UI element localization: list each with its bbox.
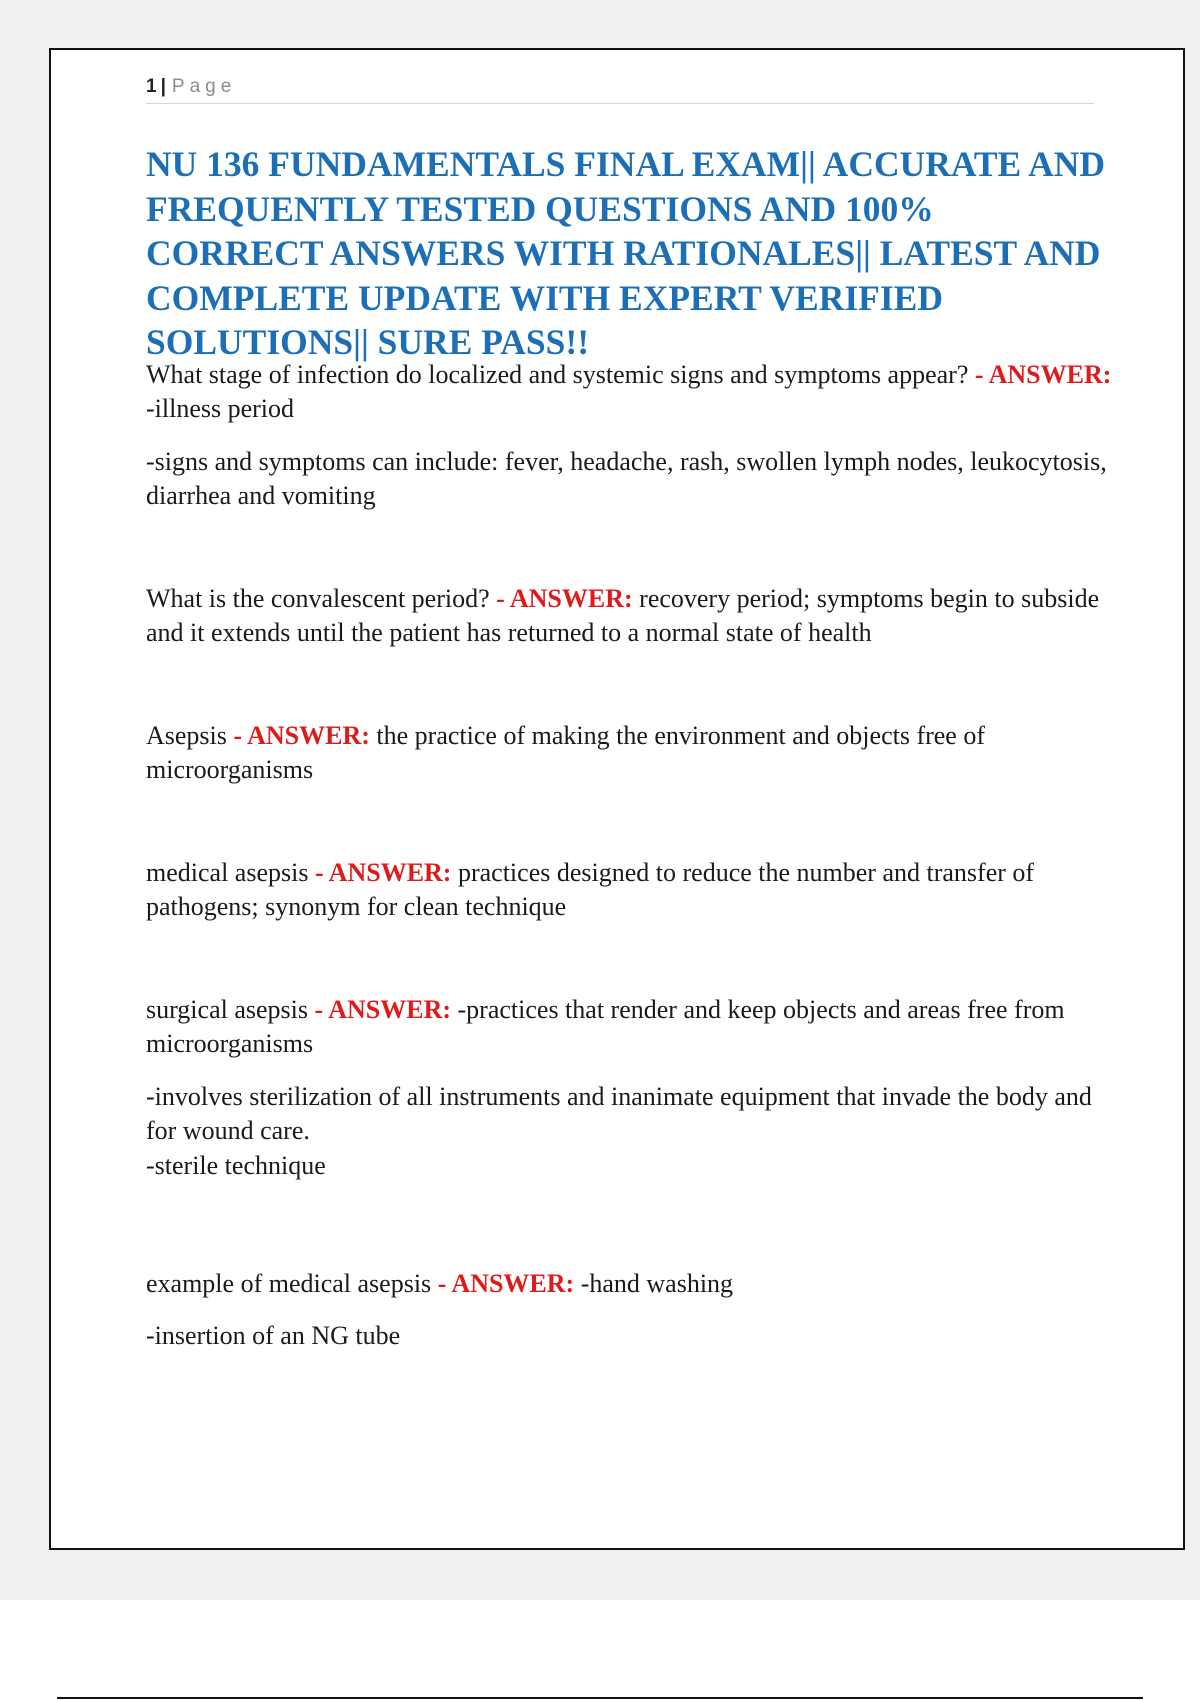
next-page-area (0, 1600, 1200, 1700)
answer-detail: -insertion of an NG tube (146, 1321, 401, 1350)
question-answer-5 (146, 993, 1121, 1061)
page-label: Page (171, 76, 237, 97)
question-text: medical asepsis (146, 858, 309, 887)
document-title: NU 136 FUNDAMENTALS FINAL EXAM|| ACCURATE AND FREQUENTLY TESTED QUESTIONS AND 100% CORRECT ANSWERS WITH RATIONALES|| LATEST AND COMPLETE UPDATE WITH EXPERT VERIFIED SOLUTIONS|| SURE PASS!! (146, 144, 1106, 362)
answer-detail: -sterile technique (146, 1151, 326, 1180)
answer-text: -illness period (146, 394, 295, 423)
question-answer-3 (146, 719, 1121, 787)
answer-detail: -involves sterilization of all instruments and inanimate equipment that invade the body and for wound care. (146, 1082, 1092, 1145)
page-number: 1 (146, 76, 157, 97)
answer-label: - ANSWER: (314, 995, 452, 1024)
question-answer-1 (146, 358, 1121, 426)
answer-label: - ANSWER: (974, 360, 1112, 389)
answer-text: recovery period; symptoms begin to subside and it extends until the patient has returned to a normal state of health (146, 584, 1100, 647)
answer-text: the practice of making the environment and objects free of microorganisms (146, 721, 986, 784)
question-answer-2 (146, 582, 1121, 650)
page-separator: | (160, 76, 166, 97)
answer-label: - ANSWER: (314, 858, 452, 887)
answer-text: -practices that render and keep objects and areas free from microorganisms (146, 995, 1065, 1058)
answer-detail: -signs and symptoms can include: fever, headache, rash, swollen lymph nodes, leukocytosis, diarrhea and vomiting (146, 447, 1107, 510)
question-text: example of medical asepsis (146, 1269, 432, 1298)
answer-label: - ANSWER: (233, 721, 370, 750)
answer-text: practices designed to reduce the number and transfer of pathogens; synonym for clean technique (146, 858, 1035, 921)
question-text: What stage of infection do localized and systemic signs and symptoms appear? (146, 360, 969, 389)
next-page-border (57, 1697, 1143, 1699)
document-page (49, 48, 1185, 1550)
question-text: What is the convalescent period? (146, 584, 490, 613)
page-header (146, 75, 1094, 104)
answer-text: -hand washing (580, 1269, 734, 1298)
answer-label: - ANSWER: (437, 1269, 575, 1298)
question-answer-4 (146, 856, 1121, 924)
question-text: Asepsis (146, 721, 227, 750)
question-answer-6 (146, 1267, 1121, 1301)
answer-label: - ANSWER: (496, 584, 633, 613)
question-text: surgical asepsis (146, 995, 308, 1024)
